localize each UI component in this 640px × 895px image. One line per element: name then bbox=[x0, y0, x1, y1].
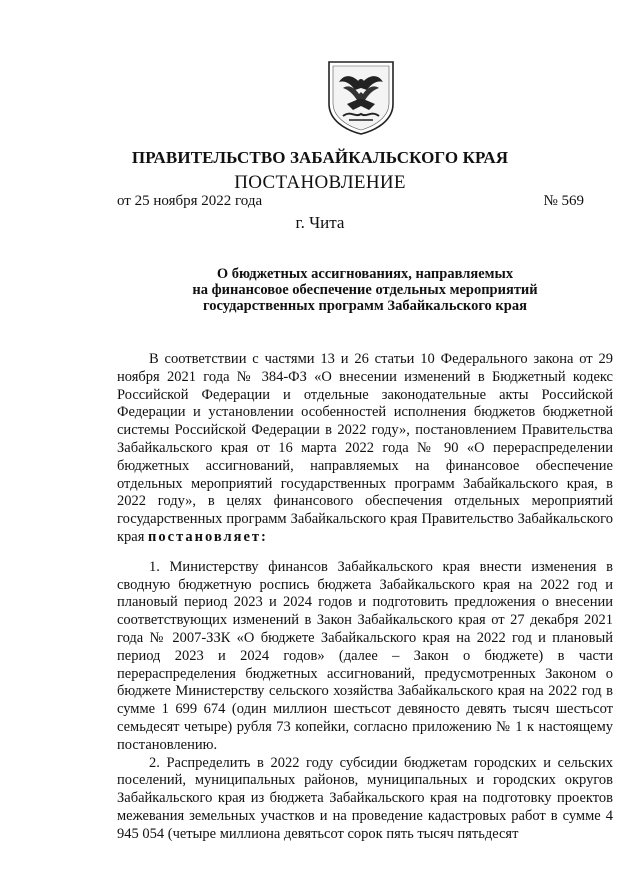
document-number: № 569 bbox=[543, 193, 584, 209]
clause-1: 1. Министерству финансов Забайкальского края внести изменения в сводную бюджетную роспись бюджета Забайкальского края на 2022 год и плановый период 2023 и 2024 годов и подготовить предложения о внесении соответствующих изменений в Закон Забайкальского края от 27 декабря 2021 года № 2007-ЗЗК «О бюджете Забайкальского края на 2022 год и плановый период 2023 и 2024 годов» (далее – Закон о бюджете) в части перераспределения бюджетных ассигнований, предусмотренных Законом о бюджете Министерству сельского хозяйства Забайкальского края на 2022 год в сумме 1 699 674 (один миллион шестьсот девяносто девять тысяч шестьсот семьдесят четыре) рубля 73 копейки, согласно приложению № 1 к настоящему постановлению. bbox=[117, 558, 613, 753]
document-date: от 25 ноября 2022 года bbox=[117, 193, 263, 209]
document-body bbox=[117, 351, 613, 844]
subject-line: государственных программ Забайкальского края bbox=[203, 298, 527, 314]
subject-line: О бюджетных ассигнованиях, направляемых bbox=[216, 266, 514, 282]
preamble-text: В соответствии с частями 13 и 26 статьи 10 Федерального закона от 29 ноября 2021 года № 384-ФЗ «О внесении изменений в Бюджетный кодекс Российской Федерации и отдельные законодательные акты Российской Федерации и установлении особенностей исполнения бюджетов бюджетной системы Российской Федерации в 2022 году», постановлением Правительства Забайкальского края от 16 марта 2022 года № 90 «О перераспределении бюджетных ассигнований, направляемых на финансовое обеспечение отдельных мероприятий государственных программ Забайкальского края, в 2022 году», в целях финансового обеспечения отдельных мероприятий государственных программ Забайкальского края Правительство Забайкальского края bbox=[117, 351, 613, 545]
document-type: ПОСТАНОВЛЕНИЕ bbox=[234, 172, 406, 193]
resolves-keyword: постановляет: bbox=[148, 528, 268, 545]
preamble-paragraph bbox=[117, 351, 613, 547]
coat-of-arms-icon bbox=[325, 60, 397, 136]
document-city: г. Чита bbox=[295, 213, 345, 232]
clause-2: 2. Распределить в 2022 году субсидии бюджетам городских и сельских поселений, муниципальных районов, муниципальных и городских округов Забайкальского края из бюджета Забайкальского края на подготовку проектов межевания земельных участков и на проведение кадастровых работ в сумме 4 945 054 (четыре миллиона девятьсот сорок пять тысяч пятьдесят bbox=[117, 754, 613, 842]
subject-line: на финансовое обеспечение отдельных мероприятий bbox=[192, 282, 538, 298]
government-title: ПРАВИТЕЛЬСТВО ЗАБАЙКАЛЬСКОГО КРАЯ bbox=[131, 148, 509, 167]
document-subject bbox=[140, 266, 590, 314]
